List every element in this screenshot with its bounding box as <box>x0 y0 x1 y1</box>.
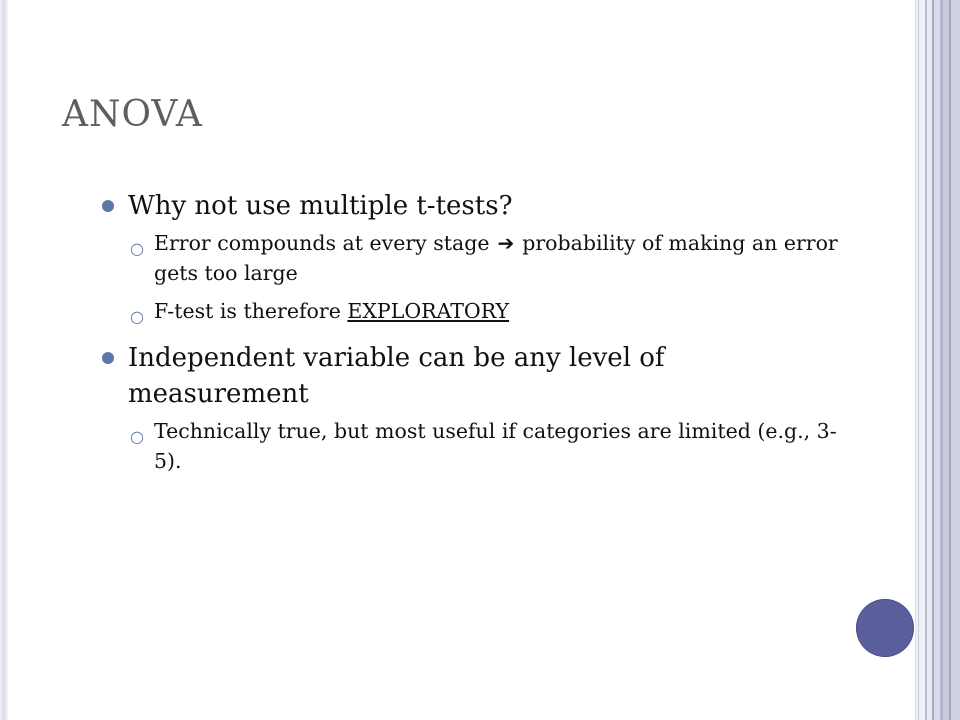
right-stripes-decoration <box>916 0 960 720</box>
open-circle-bullet-icon: ○ <box>130 307 144 326</box>
underlined-emphasis: EXPLORATORY <box>347 299 510 323</box>
sub-bullet-list <box>130 228 840 326</box>
open-circle-bullet-icon: ○ <box>130 427 144 446</box>
bullet-text: Why not use multiple t-tests? <box>128 191 513 221</box>
right-arrow-icon: ➔ <box>497 231 515 255</box>
open-circle-bullet-icon: ○ <box>130 239 144 258</box>
bullet-list <box>100 188 840 490</box>
filled-circle-bullet-icon <box>102 352 114 364</box>
sub-bullet-item <box>130 416 840 476</box>
sub-bullet-item <box>130 296 840 326</box>
sub-bullet-list <box>130 416 840 476</box>
sub-bullet-text-continued: probability of making an error gets too large <box>154 231 838 285</box>
sub-bullet-item <box>130 228 840 288</box>
bullet-text: Independent variable can be any level of measurement <box>128 343 665 409</box>
left-border-decoration <box>0 0 9 720</box>
bullet-item <box>100 188 840 224</box>
sub-bullet-text: Technically true, but most useful if categories are limited (e.g., 3-5). <box>154 419 837 473</box>
sub-bullet-text: F-test is therefore <box>154 299 348 323</box>
filled-circle-bullet-icon <box>102 200 114 212</box>
slide-title: ANOVA <box>62 94 203 135</box>
circle-decoration <box>856 599 914 657</box>
bullet-item <box>100 340 840 412</box>
sub-bullet-text: Error compounds at every stage <box>154 231 490 255</box>
